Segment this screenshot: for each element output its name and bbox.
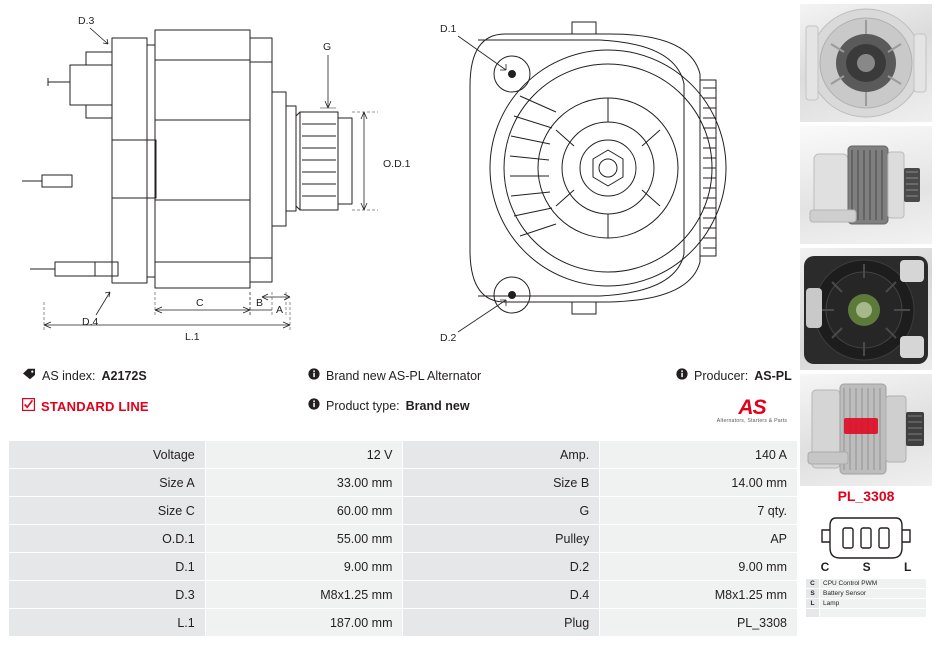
- alternator-line-drawings: [0, 0, 790, 345]
- label-d4: D.4: [82, 316, 99, 328]
- alternator-front-view-photo[interactable]: [800, 4, 932, 122]
- spec-value: 9.00 mm: [205, 553, 403, 581]
- table-row: [9, 609, 798, 637]
- spec-value: 140 A: [600, 441, 798, 469]
- table-row: [9, 497, 798, 525]
- specification-table: [8, 440, 798, 637]
- as-index: [22, 368, 147, 383]
- spec-key: D.4: [403, 581, 600, 609]
- standard-line: [22, 398, 149, 414]
- plug-pin-key: S: [806, 589, 820, 599]
- spec-key: Pulley: [403, 525, 600, 553]
- standard-line-label: STANDARD LINE: [41, 398, 149, 414]
- spec-key: O.D.1: [9, 525, 206, 553]
- plug-pin-desc: Lamp: [820, 599, 927, 609]
- plug-pin-key: C: [806, 579, 820, 589]
- product-type-value: Brand new: [405, 398, 470, 413]
- spec-key: D.1: [9, 553, 206, 581]
- spec-key: Size A: [9, 469, 206, 497]
- product-type-label: Product type:: [326, 398, 400, 413]
- label-c: C: [196, 297, 204, 309]
- info-icon: [308, 368, 320, 383]
- producer: [676, 368, 792, 383]
- plug-pin-row: [806, 599, 927, 609]
- info-row-2: [8, 398, 798, 428]
- spec-value: 7 qty.: [600, 497, 798, 525]
- label-d1: D.1: [440, 23, 457, 35]
- as-pl-logo-text: AS: [738, 396, 766, 419]
- plug-pin-row-empty: [806, 609, 927, 618]
- plug-pin-key-empty: [806, 609, 820, 618]
- table-row: [9, 581, 798, 609]
- product-description: [308, 368, 481, 383]
- spec-key: Amp.: [403, 441, 600, 469]
- producer-label: Producer:: [694, 368, 749, 383]
- spec-value: PL_3308: [600, 609, 798, 637]
- spec-value: 9.00 mm: [600, 553, 798, 581]
- spec-value: 55.00 mm: [205, 525, 403, 553]
- technical-drawings: [0, 0, 790, 345]
- spec-key: Size B: [403, 469, 600, 497]
- table-row: [9, 553, 798, 581]
- plug-pin-desc-empty: [820, 609, 927, 618]
- alternator-side-view-photo[interactable]: [800, 126, 932, 244]
- as-index-value: A2172S: [101, 368, 147, 383]
- spec-key: L.1: [9, 609, 206, 637]
- tag-icon: [22, 368, 36, 383]
- info-icon: [308, 398, 320, 413]
- spec-key: Voltage: [9, 441, 206, 469]
- plug-pin-desc: Battery Sensor: [820, 589, 927, 599]
- spec-value: 33.00 mm: [205, 469, 403, 497]
- label-d3: D.3: [78, 15, 95, 27]
- label-a: A: [276, 304, 284, 316]
- label-g: G: [323, 41, 332, 53]
- table-row: [9, 441, 798, 469]
- plug-pin-row: [806, 589, 927, 599]
- alternator-pulley-side-view-photo[interactable]: [800, 374, 932, 486]
- spec-value: AP: [600, 525, 798, 553]
- as-index-label: AS index:: [42, 368, 96, 383]
- table-row: [9, 469, 798, 497]
- product-description-label: Brand new AS-PL Alternator: [326, 368, 482, 383]
- plug-code: PL_3308: [837, 488, 895, 504]
- alternator-rear-dark-view-photo[interactable]: [800, 248, 932, 370]
- product-info: [8, 368, 798, 430]
- plug-pin-desc: CPU Control PWM: [820, 579, 927, 589]
- spec-value: 12 V: [205, 441, 403, 469]
- label-b: B: [256, 297, 264, 309]
- plug-pin-key: L: [806, 599, 820, 609]
- spec-value: 60.00 mm: [205, 497, 403, 525]
- spec-key: G: [403, 497, 600, 525]
- product-photo-gallery: [800, 4, 932, 490]
- as-pl-logo: [712, 398, 792, 432]
- label-l1: L.1: [185, 331, 200, 343]
- table-row: [9, 525, 798, 553]
- producer-value: AS-PL: [754, 368, 792, 383]
- spec-key: D.2: [403, 553, 600, 581]
- plug-pin-table: [805, 578, 927, 618]
- plug-pin-letters: C S L: [820, 560, 927, 574]
- label-d2: D.2: [440, 332, 457, 344]
- spec-key: D.3: [9, 581, 206, 609]
- as-pl-logo-subtitle: Alternators, Starters & Parts: [716, 418, 788, 424]
- spec-value: 187.00 mm: [205, 609, 403, 637]
- spec-key: Size C: [9, 497, 206, 525]
- spec-value: M8x1.25 mm: [600, 581, 798, 609]
- spec-value: M8x1.25 mm: [205, 581, 403, 609]
- plug-pin-row: [806, 579, 927, 589]
- label-od1: O.D.1: [383, 158, 411, 170]
- spec-value: 14.00 mm: [600, 469, 798, 497]
- info-icon: [676, 368, 688, 383]
- info-row-1: [8, 368, 798, 398]
- check-box-icon: [22, 398, 35, 414]
- product-type: [308, 398, 470, 413]
- spec-key: Plug: [403, 609, 600, 637]
